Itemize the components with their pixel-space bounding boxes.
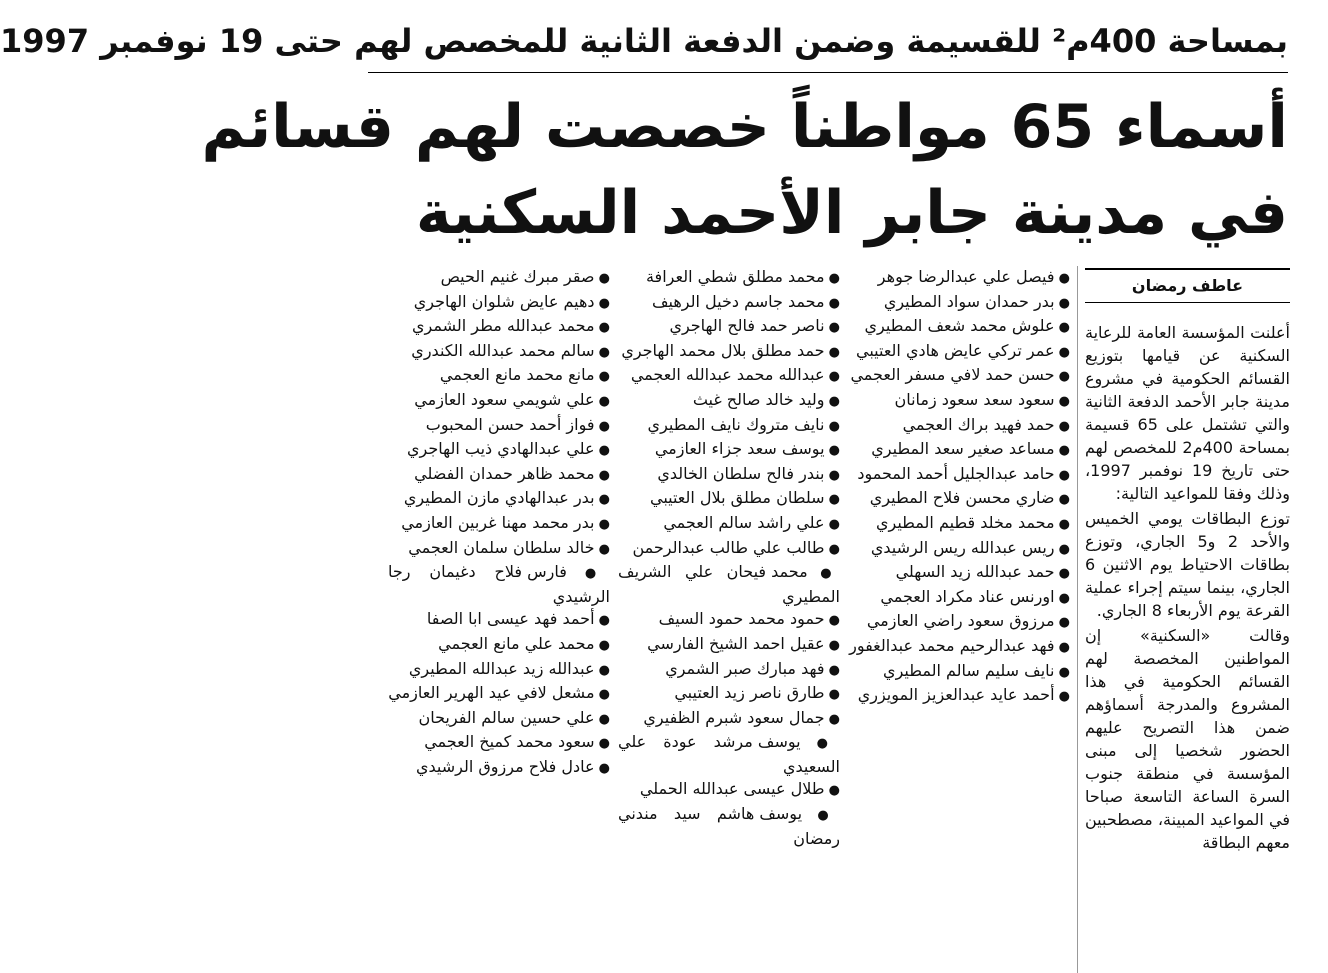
- name-item: ● بدر عبدالهادي مازن المطيري: [388, 487, 610, 512]
- headline: [201, 84, 1288, 256]
- name-item: ● محمد مطلق شطي العرافة: [618, 266, 840, 291]
- name-item: ● سعود سعد سعود زمانان: [848, 389, 1070, 414]
- name-item: ● علوش محمد شعف المطيري: [848, 315, 1070, 340]
- name-item: ● مرزوق سعود راضي العازمي: [848, 610, 1070, 635]
- name-item: ● فهد مبارك صبر الشمري: [618, 658, 840, 683]
- names-list: [848, 266, 1070, 709]
- name-item: ● طلال عيسى عبدالله الحملي: [618, 778, 840, 803]
- name-item: ● حمد عبدالله زيد السهلي: [848, 561, 1070, 586]
- name-item: ● طارق ناصر زيد العتيبي: [618, 682, 840, 707]
- name-item: ● أحمد فهد عيسى ابا الصفا: [388, 608, 610, 633]
- name-item: ● اورنس عناد مكراد العجمي: [848, 586, 1070, 611]
- name-item: ● بدر حمدان سواد المطيري: [848, 291, 1070, 316]
- name-item: ● سالم محمد عبدالله الكندري: [388, 340, 610, 365]
- name-item: ● مانع محمد مانع العجمي: [388, 364, 610, 389]
- names-column-3: [388, 266, 610, 973]
- names-list: [618, 266, 840, 850]
- name-item: ● نايف سليم سالم المطيري: [848, 660, 1070, 685]
- name-item: ● حسن حمد لافي مسفر العجمي: [848, 364, 1070, 389]
- name-item: ● مساعد صغير سعد المطيري: [848, 438, 1070, 463]
- name-item: ● علي شويمي سعود العازمي: [388, 389, 610, 414]
- name-item: ● فهد عبدالرحيم محمد عبدالغفور: [848, 635, 1070, 660]
- name-item: ● فواز أحمد حسن المحبوب: [388, 414, 610, 439]
- name-item: ● حمد مطلق بلال محمد الهاجري: [618, 340, 840, 365]
- name-item: ● خالد سلطان سلمان العجمي: [388, 537, 610, 562]
- name-item: ● عادل فلاح مرزوق الرشيدي: [388, 756, 610, 781]
- name-item: ● ريس عبدالله ريس الرشيدي: [848, 537, 1070, 562]
- name-item: ● عبدالله زيد عبدالله المطيري: [388, 658, 610, 683]
- name-item: ● يوسف سعد جزاء العازمي: [618, 438, 840, 463]
- name-item: ● صقر مبرك غنيم الحيص: [388, 266, 610, 291]
- name-item: ● نايف متروك نايف المطيري: [618, 414, 840, 439]
- name-item: ● حمود محمد حمود السيف: [618, 608, 840, 633]
- name-item: ● بدر محمد مهنا غربين العازمي: [388, 512, 610, 537]
- name-item: ● عبدالله محمد عبدالله العجمي: [618, 364, 840, 389]
- name-item: ● سلطان مطلق بلال العتيبي: [618, 487, 840, 512]
- name-item: ● يوسف هاشم سيد مندني رمضان: [618, 803, 840, 850]
- column-divider: [1077, 266, 1078, 973]
- name-item: ● علي عبدالهادي ذيب الهاجري: [388, 438, 610, 463]
- names-column-2: [618, 266, 840, 973]
- name-item: ● ضاري محسن فلاح المطيري: [848, 487, 1070, 512]
- name-item: ● عقيل احمد الشيخ الفارسي: [618, 633, 840, 658]
- name-item: ● ناصر حمد فالح الهاجري: [618, 315, 840, 340]
- article-paragraph: أعلنت المؤسسة العامة للرعاية السكنية عن قيامها بتوزيع القسائم الحكومية في مشروع مدينة جابر الأحمد الدفعة الثانية والتي تشتمل على 65 قسيمة بمساحة 400م2 للمخصص لهم حتى تاريخ 19 نوفمبر 1997، وذلك وفقا للمواعيد التالية:: [1085, 323, 1291, 503]
- name-item: ● أحمد عايد عبدالعزيز المويزري: [848, 684, 1070, 709]
- name-item: ● محمد مخلد قطيم المطيري: [848, 512, 1070, 537]
- name-item: ● فارس فلاح دغيمان رجا الرشيدي: [388, 561, 610, 608]
- name-item: ● بندر فالح سلطان الخالدي: [618, 463, 840, 488]
- article-paragraph: توزع البطاقات يومي الخميس والأحد 2 و5 الجاري، وتوزع بطاقات الاحتياط يوم الاثنين 6 الجاري، بينما سيتم إجراء عملية القرعة يوم الأربعاء 8 الجاري.: [1085, 509, 1290, 620]
- name-item: ● علي راشد سالم العجمي: [618, 512, 840, 537]
- name-item: ● حمد فهيد براك العجمي: [848, 414, 1070, 439]
- name-item: ● مشعل لافي عيد الهرير العازمي: [388, 682, 610, 707]
- name-item: ● طالب علي طالب عبدالرحمن: [618, 537, 840, 562]
- name-item: ● علي حسين سالم الفريحان: [388, 707, 610, 732]
- headline-line-1: أسماء 65 مواطناً خصصت لهم قسائم: [201, 92, 1288, 162]
- name-item: ● يوسف مرشد عودة علي السعيدي: [618, 731, 840, 778]
- kicker-subheadline: بمساحة 400م² للقسيمة وضمن الدفعة الثانية للمخصص لهم حتى 19 نوفمبر 1997: [368, 10, 1288, 73]
- name-item: ● محمد ظاهر حمدان الفضلي: [388, 463, 610, 488]
- article-paragraph: وقالت «السكنية» إن المواطنين المخصصة لهم القسائم الحكومية في هذا المشروع والمدرجة أسماؤهم ضمن هذا التصريح عليهم الحضور شخصيا إلى مبنى المؤسسة في منطقة جنوب السرة الساعة التاسعة صباحا في المواعيد المبينة، مصطحبين معهم البطاقة: [1085, 626, 1290, 852]
- name-item: ● دهيم عايض شلوان الهاجري: [388, 291, 610, 316]
- headline-line-2: في مدينة جابر الأحمد السكنية: [415, 178, 1288, 248]
- name-item: ● محمد فيحان علي الشريف المطيري: [618, 561, 840, 608]
- byline: عاطف رمضان: [1085, 268, 1290, 303]
- names-list: [388, 266, 610, 780]
- name-item: ● سعود محمد كميخ العجمي: [388, 731, 610, 756]
- names-column-1: [848, 266, 1070, 973]
- article-body: [1085, 268, 1290, 973]
- name-item: ● حامد عبدالجليل أحمد المحمود: [848, 463, 1070, 488]
- name-item: ● فيصل علي عبدالرضا جوهر: [848, 266, 1070, 291]
- name-item: ● وليد خالد صالح غيث: [618, 389, 840, 414]
- name-item: ● محمد علي مانع العجمي: [388, 633, 610, 658]
- name-item: ● عمر تركي عايض هادي العتيبي: [848, 340, 1070, 365]
- name-item: ● جمال سعود شبرم الظفيري: [618, 707, 840, 732]
- name-item: ● محمد عبدالله مطر الشمري: [388, 315, 610, 340]
- name-item: ● محمد جاسم دخيل الرهيف: [618, 291, 840, 316]
